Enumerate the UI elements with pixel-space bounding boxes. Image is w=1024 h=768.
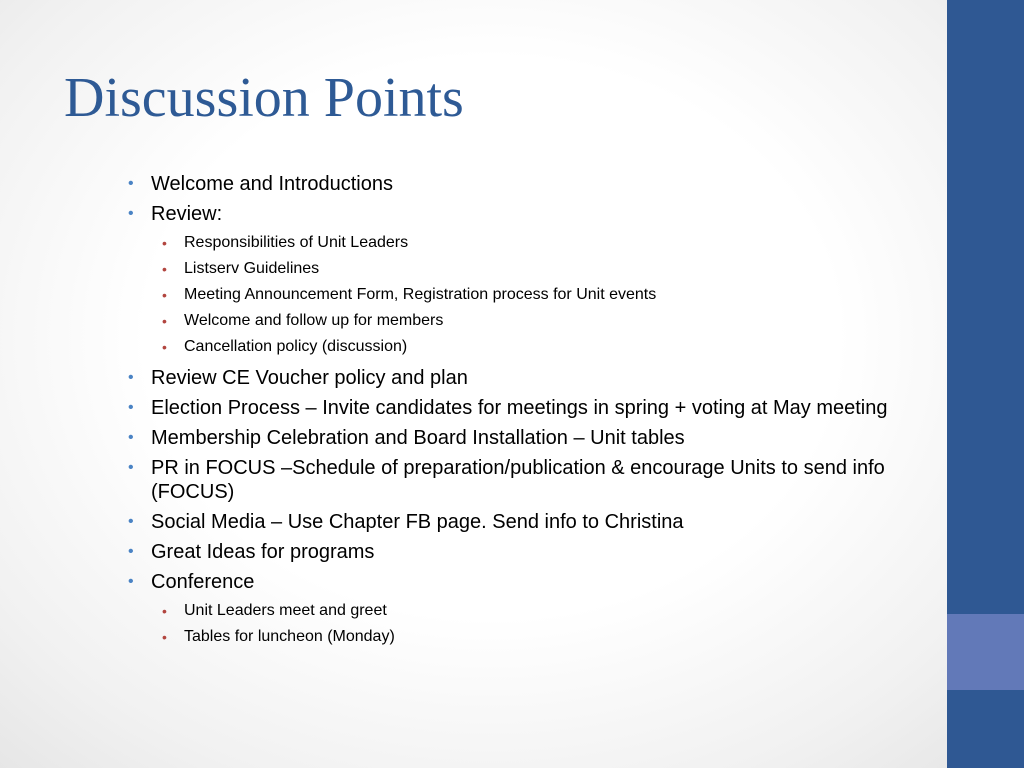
slide-title: Discussion Points bbox=[64, 67, 464, 129]
sub-bullet-item bbox=[162, 334, 898, 360]
sidebar-accent-block bbox=[947, 614, 1024, 690]
bullet-icon: • bbox=[128, 459, 134, 476]
bullet-icon: • bbox=[128, 205, 134, 222]
sub-bullet-icon: • bbox=[162, 629, 167, 645]
bullet-icon: • bbox=[128, 513, 134, 530]
bullet-text: Welcome and Introductions bbox=[151, 173, 393, 195]
sub-bullet-text: Listserv Guidelines bbox=[184, 260, 320, 277]
bullet-text: Great Ideas for programs bbox=[151, 541, 375, 563]
bullet-text: Membership Celebration and Board Installation – Unit tables bbox=[151, 427, 685, 449]
sub-bullet-icon: • bbox=[162, 287, 167, 303]
bullet-icon: • bbox=[128, 369, 134, 386]
sub-bullet-item bbox=[162, 308, 898, 334]
sub-bullet-text: Welcome and follow up for members bbox=[184, 312, 444, 329]
bullet-text: Election Process – Invite candidates for meetings in spring + voting at May meeting bbox=[151, 397, 888, 419]
sub-bullet-text: Meeting Announcement Form, Registration process for Unit events bbox=[184, 286, 657, 303]
bullet-icon: • bbox=[128, 429, 134, 446]
sub-bullet-item bbox=[162, 282, 898, 308]
bullet-item bbox=[128, 396, 898, 420]
bullet-text: Conference bbox=[151, 571, 255, 593]
bullet-item bbox=[128, 172, 898, 196]
bullet-text: Review CE Voucher policy and plan bbox=[151, 367, 468, 389]
bullet-icon: • bbox=[128, 175, 134, 192]
bullet-icon: • bbox=[128, 543, 134, 560]
sub-bullet-text: Cancellation policy (discussion) bbox=[184, 338, 408, 355]
sub-bullet-text: Tables for luncheon (Monday) bbox=[184, 628, 395, 645]
bullet-item bbox=[128, 510, 898, 534]
bullet-item bbox=[128, 366, 898, 390]
bullet-icon: • bbox=[128, 399, 134, 416]
bullet-item bbox=[128, 540, 898, 564]
sub-bullet-item bbox=[162, 230, 898, 256]
sub-bullet-list bbox=[162, 598, 898, 650]
bullet-item bbox=[128, 426, 898, 450]
sub-bullet-icon: • bbox=[162, 339, 167, 355]
sub-bullet-item bbox=[162, 598, 898, 624]
sub-bullet-text: Responsibilities of Unit Leaders bbox=[184, 234, 409, 251]
sub-bullet-icon: • bbox=[162, 261, 167, 277]
bullet-text: PR in FOCUS –Schedule of preparation/publication & encourage Units to send info (FOCUS) bbox=[151, 457, 885, 503]
sub-bullet-icon: • bbox=[162, 603, 167, 619]
bullet-list bbox=[128, 172, 898, 650]
sub-bullet-item bbox=[162, 256, 898, 282]
sub-bullet-icon: • bbox=[162, 235, 167, 251]
sub-bullet-list bbox=[162, 230, 898, 360]
bullet-content bbox=[128, 172, 898, 650]
bullet-icon: • bbox=[128, 573, 134, 590]
bullet-text: Social Media – Use Chapter FB page. Send info to Christina bbox=[151, 511, 684, 533]
sub-bullet-item bbox=[162, 624, 898, 650]
bullet-text: Review: bbox=[151, 203, 223, 225]
bullet-item bbox=[128, 456, 898, 504]
sub-bullet-icon: • bbox=[162, 313, 167, 329]
bullet-item bbox=[128, 570, 898, 650]
bullet-item bbox=[128, 202, 898, 360]
sub-bullet-text: Unit Leaders meet and greet bbox=[184, 602, 387, 619]
